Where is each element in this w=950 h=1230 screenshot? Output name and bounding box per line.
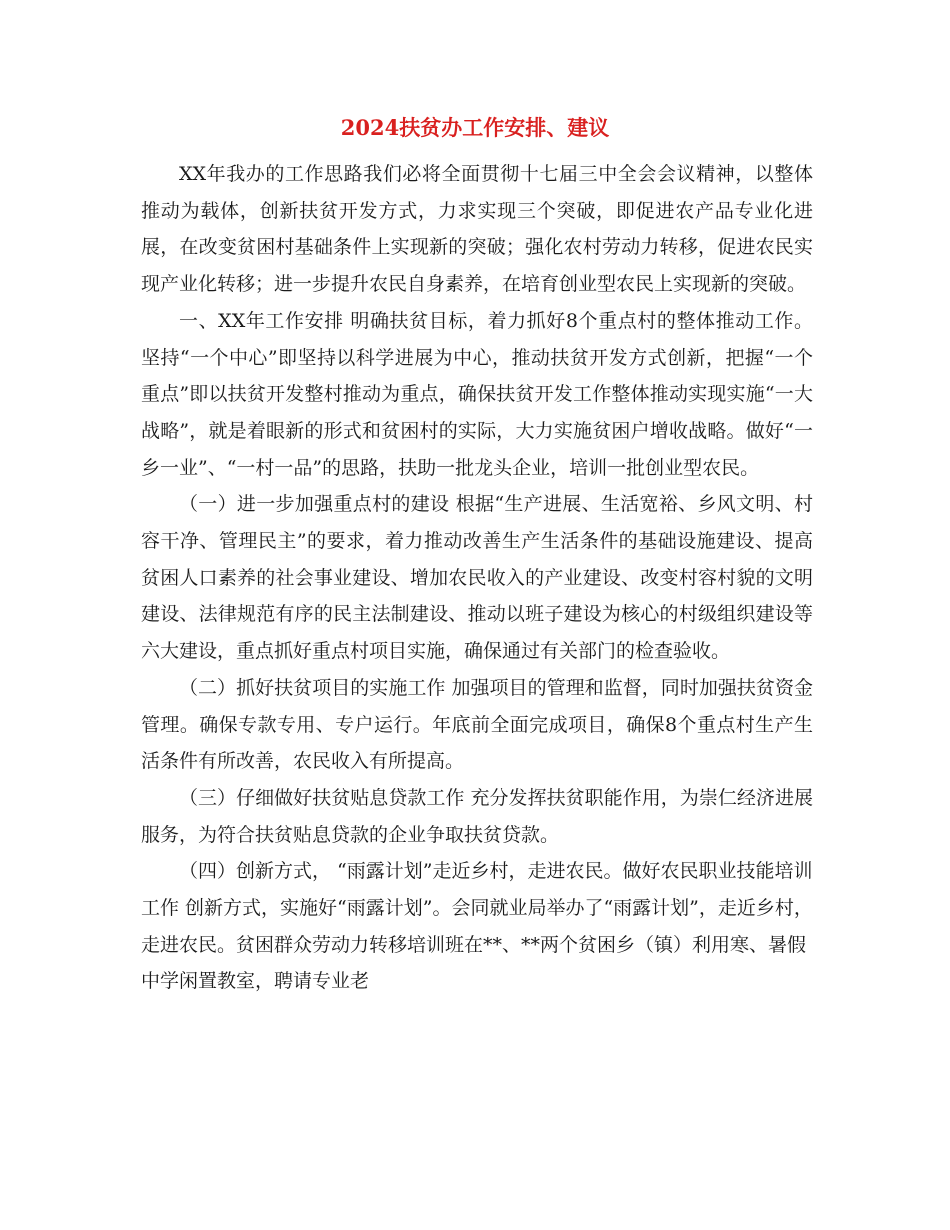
paragraph-subsidized-loans: （三）仔细做好扶贫贴息贷款工作 充分发挥扶贫职能作用，为崇仁经济进展服务，为符合扶贫贴息贷款的企业争取扶贫贷款。 — [141, 786, 813, 846]
document-body — [141, 156, 813, 1000]
paragraph-project-implementation: （二）抓好扶贫项目的实施工作 加强项目的管理和监督，同时加强扶贫资金管理。确保专款专用、专户运行。年底前全面完成项目，确保8个重点村生产生活条件有所改善，农民收入有所提高。 — [141, 676, 813, 773]
paragraph-work-arrangement: 一、XX年工作安排 明确扶贫目标，着力抓好8个重点村的整体推动工作。坚持“一个中心”即坚持以科学进展为中心，推动扶贫开发方式创新，把握“一个重点”即以扶贫开发整村推动为重点，确保扶贫开发工作整体推动实现实施“一大战略”，就是着眼新的形式和贫困村的实际，大力实施贫困户增收战略。做好“一乡一业”、“一村一品”的思路，扶助一批龙头企业，培训一批创业型农民。 — [141, 309, 813, 479]
paragraph-key-village-construction: （一）进一步加强重点村的建设 根据“生产进展、生活宽裕、乡风文明、村容干净、管理民主”的要求，着力推动改善生产生活条件的基础设施建设、提高贫困人口素养的社会事业建设、增加农民收入的产业建设、改变村容村貌的文明建设、法律规范有序的民主法制建设、推动以班子建设为核心的村级组织建设等六大建设，重点抓好重点村项目实施，确保通过有关部门的检查验收。 — [141, 493, 813, 663]
document-title: 2024扶贫办工作安排、建议 — [340, 115, 610, 140]
paragraph-work-approach: XX年我办的工作思路我们必将全面贯彻十七届三中全会会议精神，以整体推动为载体，创新扶贫开发方式，力求实现三个突破，即促进农产品专业化进展，在改变贫困村基础条件上实现新的突破；强化农村劳动力转移，促进农民实现产业化转移；进一步提升农民自身素养，在培育创业型农民上实现新的突破。 — [141, 163, 813, 296]
paragraph-rain-dew-plan: （四）创新方式， “雨露计划”走近乡村，走进农民。做好农民职业技能培训工作 创新方式，实施好“雨露计划”。会同就业局举办了“雨露计划”，走近乡村，走进农民。贫困群众劳动力转移培训班在**、**两个贫困乡（镇）利用寒、暑假中学闲置教室，聘请专业老 — [141, 860, 813, 993]
